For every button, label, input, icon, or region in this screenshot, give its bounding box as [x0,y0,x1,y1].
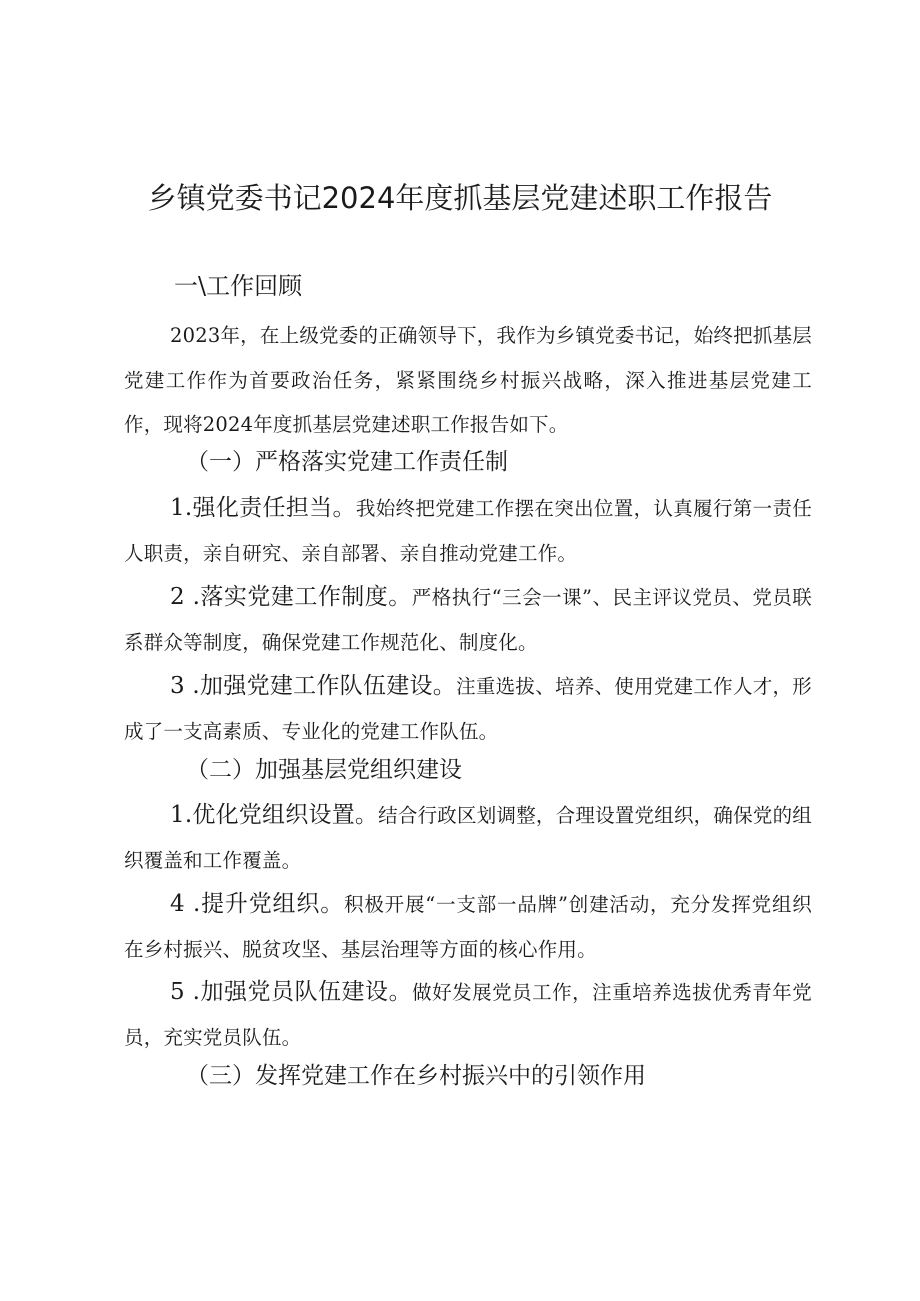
list-item [124,664,812,754]
item-text: 做好发展党员工作，注重培养选拔优秀青年党员，充实党员队伍。 [124,981,812,1049]
list-item [124,793,812,883]
item-lead: 3 .加强党建工作队伍建设。 [170,673,457,699]
item-lead: 5 .加强党员队伍建设。 [170,979,413,1005]
item-lead: 4 .提升党组织。 [170,891,345,917]
item-lead: 2 .落实党建工作制度。 [170,584,412,610]
list-item [124,575,812,665]
item-lead: 1.优化党组织设置。 [170,802,379,828]
section-heading-review: 一\工作回顾 [174,272,303,300]
item-text: 我始终把党建工作摆在突出位置，认真履行第一责任人职责，亲自研究、亲自部署、亲自推动党建工作。 [124,497,812,565]
list-item [124,486,812,576]
intro-paragraph: 2023年，在上级党委的正确领导下，我作为乡镇党委书记，始终把抓基层党建工作作为首要政治任务，紧紧围绕乡村振兴战略，深入推进基层党建工作，现将2024年度抓基层党建述职工作报告如下。 [124,324,812,436]
list-item [124,970,812,1060]
subsection-heading-1: （一）严格落实党建工作责任制 [186,449,508,475]
item-text: 注重选拔、培养、使用党建工作人才，形成了一支高素质、专业化的党建工作队伍。 [124,675,812,743]
item-lead: 1.强化责任担当。 [170,495,356,521]
subsection-heading-2: （二）加强基层党组织建设 [186,757,462,783]
subsection-heading-3: （三）发挥党建工作在乡村振兴中的引领作用 [186,1063,646,1089]
document-title: 乡镇党委书记2024年度抓基层党建述职工作报告 [147,181,773,215]
item-text: 结合行政区划调整，合理设置党组织，确保党的组织覆盖和工作覆盖。 [124,804,812,872]
list-item [124,882,812,972]
item-text: 严格执行“三会一课”、民主评议党员、党员联系群众等制度，确保党建工作规范化、制度化。 [124,586,813,654]
item-text: 积极开展“一支部一品牌”创建活动，充分发挥党组织在乡村振兴、脱贫攻坚、基层治理等方面的核心作用。 [124,893,812,961]
